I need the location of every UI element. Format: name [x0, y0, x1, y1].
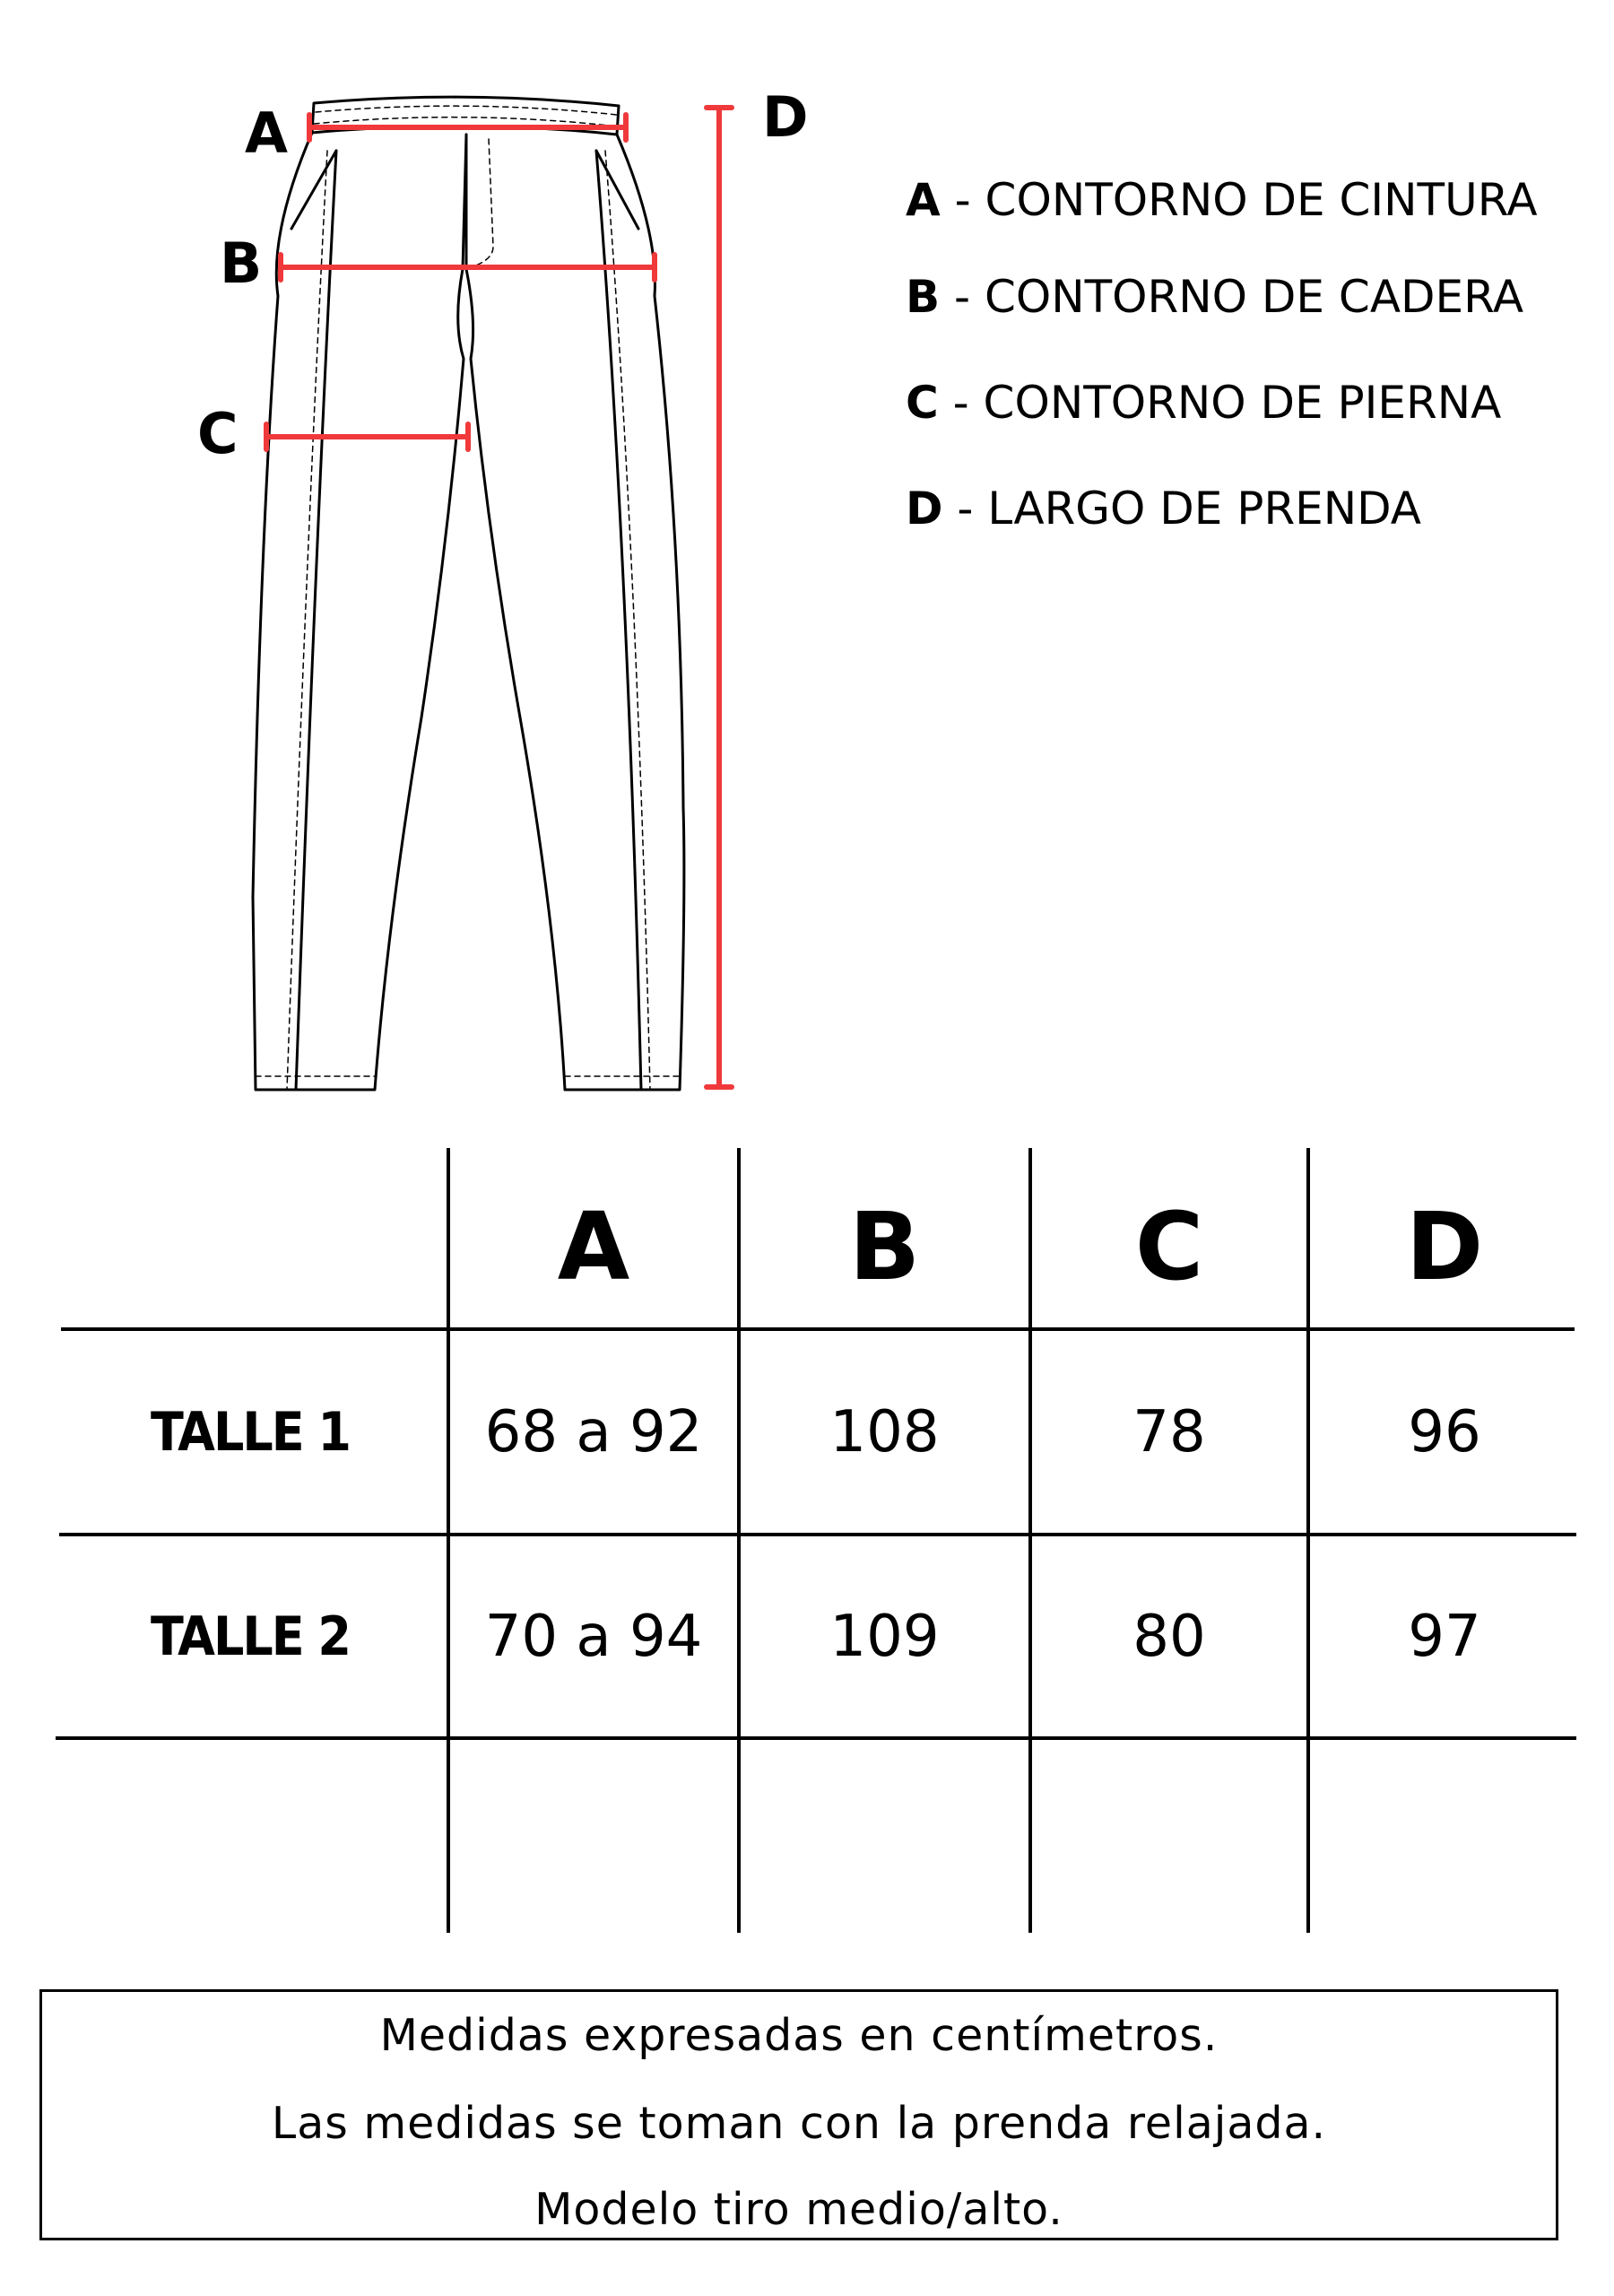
table-rule: [1306, 1148, 1310, 1933]
row-label-talle-2: TALLE 2: [151, 1605, 350, 1668]
table-cell: 70 a 94: [484, 1603, 703, 1670]
table-rule: [59, 1533, 1576, 1536]
table-rule: [447, 1148, 450, 1933]
table-cell: 108: [829, 1398, 940, 1465]
legend-key: D: [906, 483, 943, 535]
table-cell: 97: [1408, 1603, 1481, 1670]
column-header-c: C: [1134, 1192, 1204, 1301]
row-label-talle-1: TALLE 1: [151, 1400, 350, 1464]
table-rule: [1028, 1148, 1032, 1933]
column-header-a: A: [557, 1192, 630, 1301]
legend-key: C: [906, 377, 939, 429]
table-cell: 80: [1132, 1603, 1206, 1670]
table-cell: 78: [1132, 1398, 1206, 1465]
table-rule: [61, 1327, 1575, 1331]
pants-illustration: [0, 0, 1614, 1130]
note-units: Medidas expresadas en centímetros.: [379, 2010, 1219, 2061]
table-rule: [737, 1148, 741, 1933]
legend-text: - LARGO DE PRENDA: [957, 483, 1421, 535]
table-cell: 109: [829, 1603, 940, 1670]
legend-key: A: [906, 174, 941, 226]
marker-a: A: [245, 100, 288, 166]
table-rule: [56, 1736, 1576, 1740]
legend-key: B: [906, 271, 941, 323]
marker-b: B: [220, 230, 263, 296]
marker-d: D: [762, 84, 809, 150]
note-model-rise: Modelo tiro medio/alto.: [534, 2184, 1063, 2235]
legend-item-b: [906, 271, 1524, 323]
pants-outline: [253, 97, 684, 1090]
legend-text: - CONTORNO DE PIERNA: [952, 377, 1502, 429]
table-cell: 96: [1408, 1398, 1481, 1465]
legend-text: - CONTORNO DE CINTURA: [954, 174, 1538, 226]
notes-box: [39, 1989, 1558, 2240]
marker-c: C: [197, 401, 239, 466]
note-measure-method: Las medidas se toman con la prenda relajada.: [271, 2098, 1327, 2149]
legend-item-a: [906, 174, 1538, 226]
measurement-lines: [266, 108, 732, 1087]
pants-diagram: [0, 0, 1614, 1130]
legend-item-d: [906, 483, 1421, 535]
legend-text: - CONTORNO DE CADERA: [954, 271, 1524, 323]
legend-item-c: [906, 377, 1502, 429]
column-header-d: D: [1405, 1192, 1484, 1301]
table-cell: 68 a 92: [484, 1398, 703, 1465]
column-header-b: B: [848, 1192, 921, 1301]
